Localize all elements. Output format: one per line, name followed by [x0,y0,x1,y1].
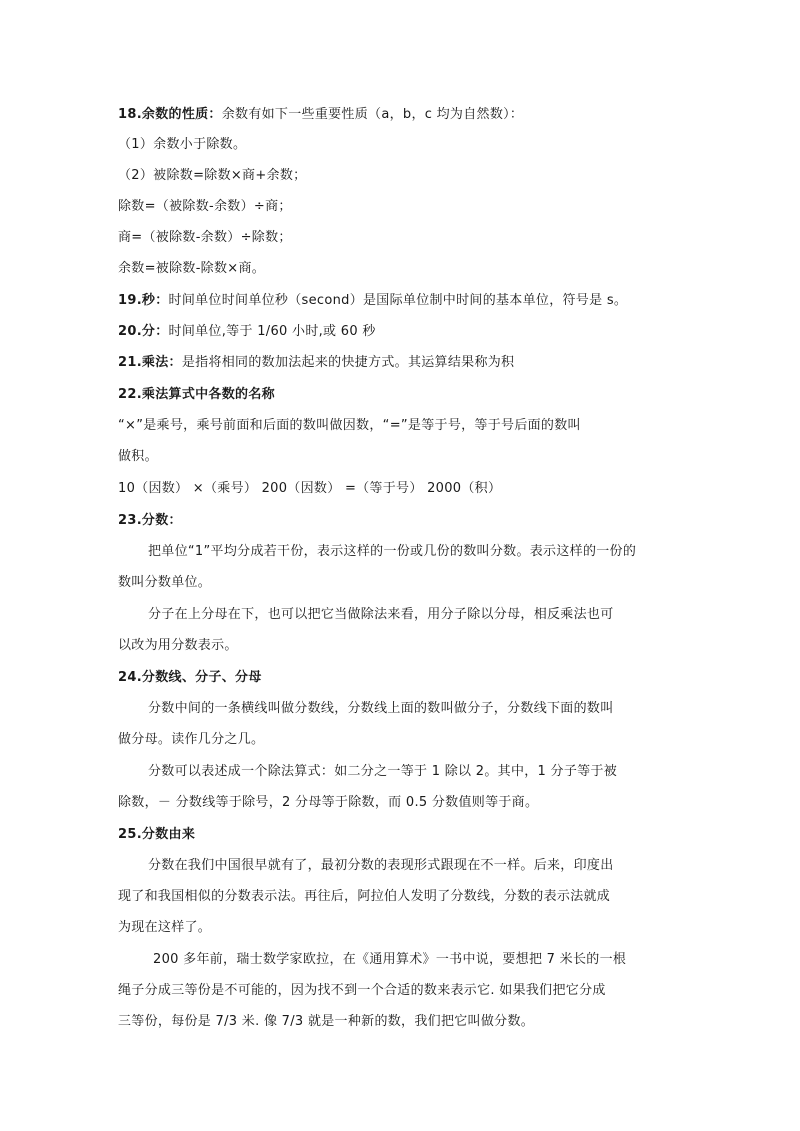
section-21-line [118,354,514,372]
section-23-para-1b: 数叫分数单位。 [118,575,212,590]
section-23-para-2b: 以改为用分数表示。 [118,638,238,653]
section-18-point-3: 除数=（被除数-余数）÷商； [118,199,292,214]
section-23-heading-text: 23.分数： [118,513,182,528]
section-18-point-4: 商=（被除数-余数）÷除数； [118,230,292,245]
section-25-heading-text: 25.分数由来 [118,827,196,842]
section-18-point-5: 余数=被除数-除数×商。 [118,261,266,276]
section-24-heading-text: 24.分数线、分子、分母 [118,670,262,685]
section-18-point-1: （1）余数小于除数。 [118,137,247,152]
section-20-heading: 20.分： [118,324,169,339]
section-25-para-2a: 200 多年前，瑞士数学家欧拉，在《通用算术》一书中说，要想把 7 米长的一根 [153,952,627,967]
section-25-heading [118,826,195,844]
section-22-line-1: “×”是乘号，乘号前面和后面的数叫做因数，“=”是等于号，等于号后面的数叫 [118,418,581,433]
section-21-heading: 21.乘法： [118,355,182,370]
section-20-text: 时间单位,等于 1/60 小时,或 60 秒 [168,324,376,339]
section-20-line [118,323,376,341]
section-19-heading: 19.秒： [118,293,169,308]
section-25-para-1b: 现了和我国相似的分数表示法。再往后，阿拉伯人发明了分数线，分数的表示法就成 [118,889,611,904]
section-25-para-2b: 绳子分成三等份是不可能的，因为找不到一个合适的数来表示它. 如果我们把它分成 [118,983,606,998]
section-24-para-1b: 做分母。读作几分之几。 [118,732,265,747]
section-22-line-2: 做积。 [118,449,158,464]
section-18-heading: 18.余数的性质： [118,107,222,122]
section-24-para-2a: 分数可以表述成一个除法算式：如二分之一等于 1 除以 2。其中，1 分子等于被 [148,764,618,779]
section-23-para-2a: 分子在上分母在下，也可以把它当做除法来看，用分子除以分母，相反乘法也可 [148,607,614,622]
section-19-line [118,292,627,310]
section-23-para-1a: 把单位“1”平均分成若干份，表示这样的一份或几份的数叫分数。表示这样的一份的 [148,544,637,559]
section-18-point-2: （2）被除数=除数×商+余数； [118,168,307,183]
section-24-para-2b: 除数，－ 分数线等于除号，2 分母等于除数，而 0.5 分数值则等于商。 [118,795,539,810]
section-22-heading [118,386,275,404]
section-22-example: 10（因数） ×（乘号） 200（因数） =（等于号） 2000（积） [118,481,502,496]
section-25-para-2c: 三等份，每份是 7/3 米. 像 7/3 就是一种新的数，我们把它叫做分数。 [118,1014,535,1029]
section-25-para-1c: 为现在这样了。 [118,920,212,935]
section-19-text: 时间单位时间单位秒（second）是国际单位制中时间的基本单位，符号是 s。 [168,293,628,308]
section-18-line [118,106,523,124]
section-22-heading-text: 22.乘法算式中各数的名称 [118,387,275,402]
section-24-heading [118,669,262,687]
section-25-para-1a: 分数在我们中国很早就有了，最初分数的表现形式跟现在不一样。后来，印度出 [148,858,614,873]
section-23-heading [118,512,182,530]
section-18-intro: 余数有如下一些重要性质（a，b，c 均为自然数）： [221,107,524,122]
section-24-para-1a: 分数中间的一条横线叫做分数线，分数线上面的数叫做分子，分数线下面的数叫 [148,701,614,716]
section-21-text: 是指将相同的数加法起来的快捷方式。其运算结果称为积 [181,355,515,370]
